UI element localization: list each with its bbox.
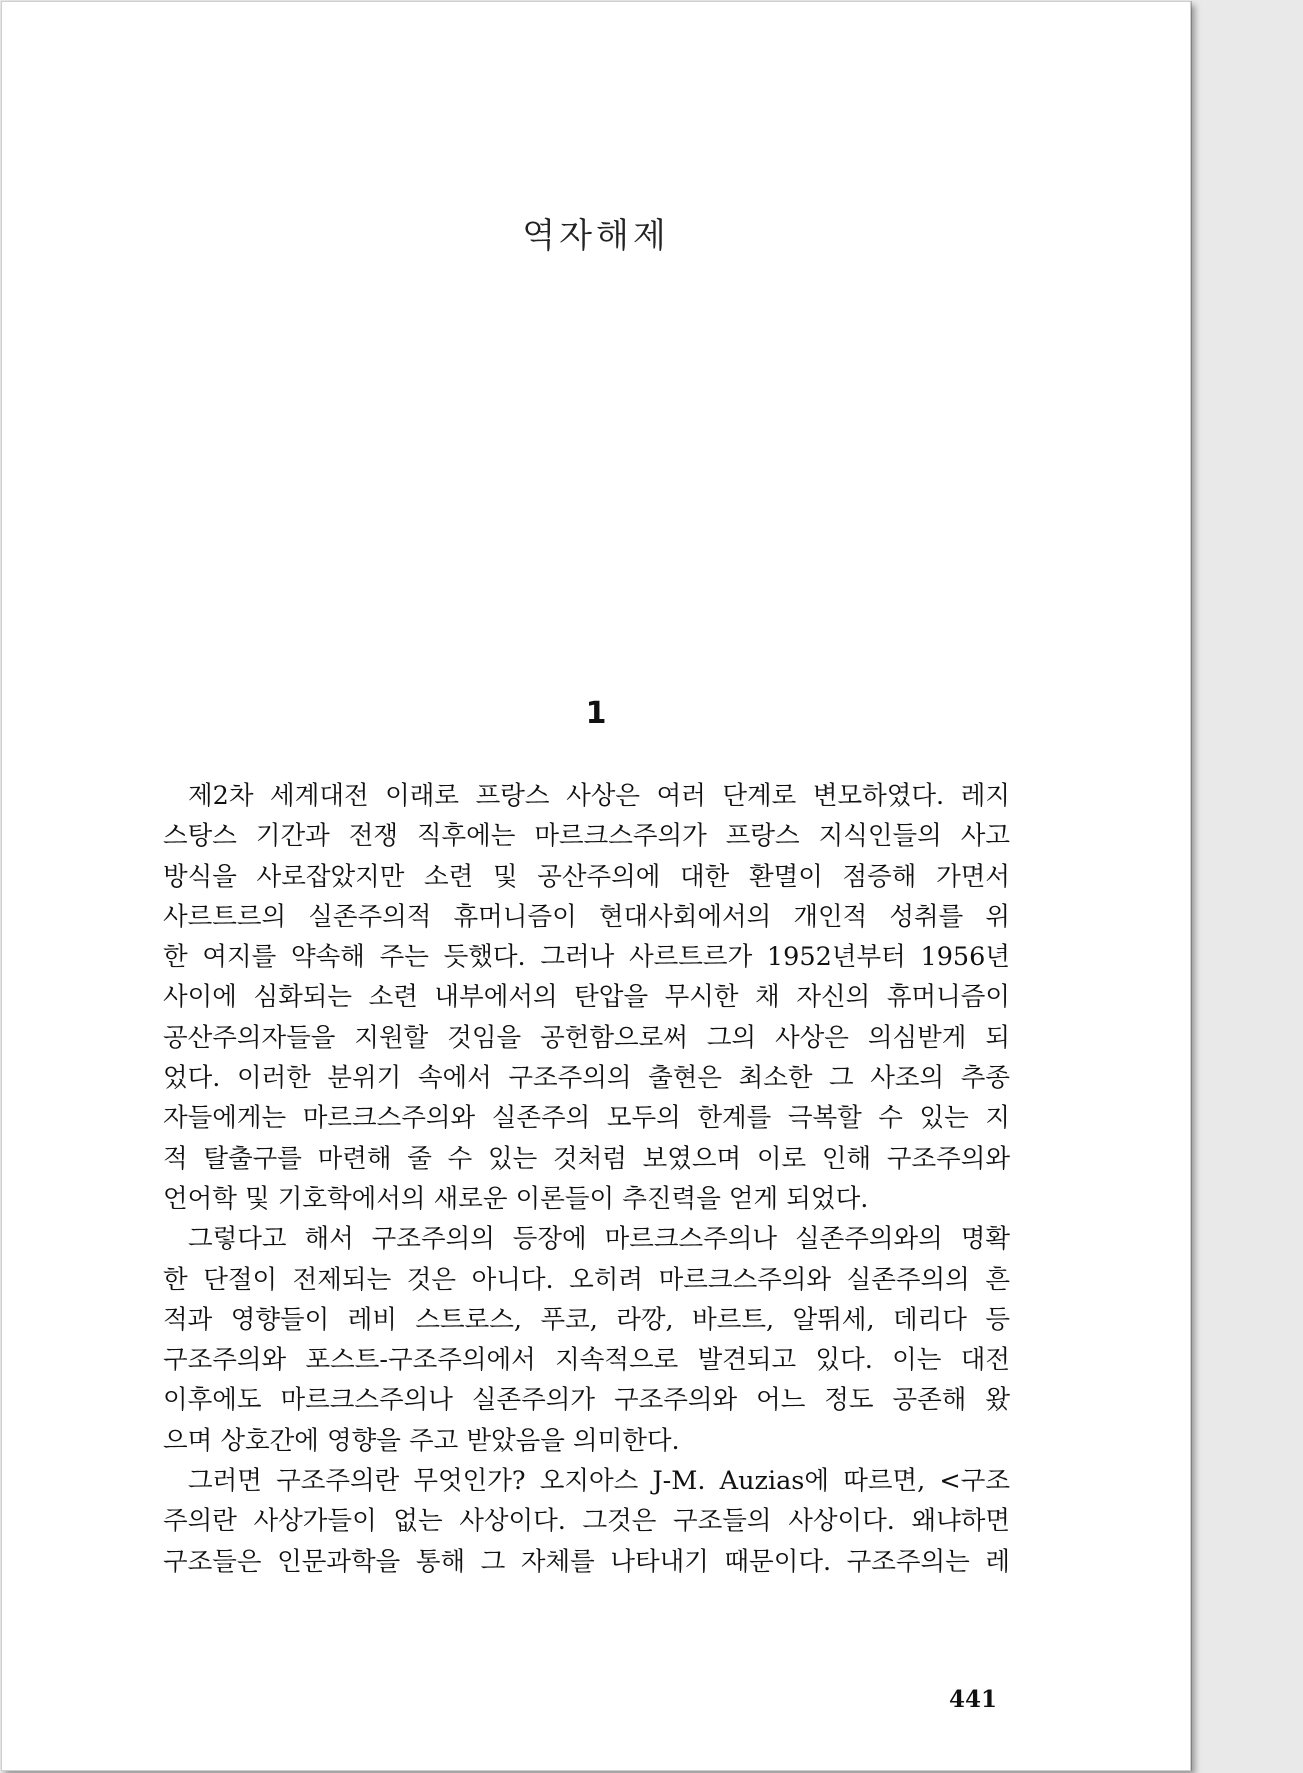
text-line: 적과 영향들이 레비 스트로스, 푸코, 라깡, 바르트, 알뛰세, 데리다 등 — [163, 1304, 1010, 1335]
page-title: 역자해제 — [522, 216, 670, 256]
document-page — [1, 1, 1191, 1771]
text-line: 제2차 세계대전 이래로 프랑스 사상은 여러 단계로 변모하였다. 레지 — [188, 781, 1010, 811]
text-line: 사르트르의 실존주의적 휴머니즘이 현대사회에서의 개인적 성취를 위 — [163, 901, 1010, 932]
text-line: 방식을 사로잡았지만 소련 및 공산주의에 대한 환멸이 점증해 가면서 — [163, 861, 1010, 892]
text-line: 한 단절이 전제되는 것은 아니다. 오히려 마르크스주의와 실존주의의 흔 — [163, 1264, 1010, 1295]
text-line: 자들에게는 마르크스주의와 실존주의 모두의 한계를 극복할 수 있는 지 — [163, 1103, 1010, 1134]
text-line: 구조들은 인문과학을 통해 그 자체를 나타내기 때문이다. 구조주의는 레 — [163, 1546, 1010, 1577]
text-line: 공산주의자들을 지원할 것임을 공헌함으로써 그의 사상은 의심받게 되 — [163, 1022, 1010, 1053]
text-line: 한 여지를 약속해 주는 듯했다. 그러나 사르트르가 1952년부터 1956년 — [163, 942, 1010, 973]
text-line: 이후에도 마르크스주의나 실존주의가 구조주의와 어느 정도 공존해 왔 — [163, 1385, 1010, 1416]
text-line: 주의란 사상가들이 없는 사상이다. 그것은 구조들의 사상이다. 왜냐하면 — [163, 1506, 1010, 1537]
text-line: 그러면 구조주의란 무엇인가? 오지아스 J-M. Auzias에 따르면, <구조 — [188, 1466, 1010, 1497]
text-line: 스탕스 기간과 전쟁 직후에는 마르크스주의가 프랑스 지식인들의 사고 — [163, 821, 1010, 852]
text-line: 으며 상호간에 영향을 주고 받았음을 의미한다. — [163, 1425, 680, 1456]
page-number: 441 — [949, 1686, 998, 1713]
text-line: 사이에 심화되는 소련 내부에서의 탄압을 무시한 채 자신의 휴머니즘이 — [163, 982, 1010, 1013]
text-line: 었다. 이러한 분위기 속에서 구조주의의 출현은 최소한 그 사조의 추종 — [163, 1063, 1010, 1094]
text-line: 구조주의와 포스트-구조주의에서 지속적으로 발견되고 있다. 이는 대전 — [163, 1345, 1010, 1376]
text-line: 그렇다고 해서 구조주의의 등장에 마르크스주의나 실존주의와의 명확 — [188, 1224, 1010, 1255]
body-text — [163, 776, 1010, 1582]
section-number: 1 — [585, 696, 607, 731]
text-line: 적 탈출구를 마련해 줄 수 있는 것처럼 보였으며 이로 인해 구조주의와 — [163, 1143, 1010, 1174]
text-line: 언어학 및 기호학에서의 새로운 이론들이 추진력을 얻게 되었다. — [163, 1183, 869, 1214]
